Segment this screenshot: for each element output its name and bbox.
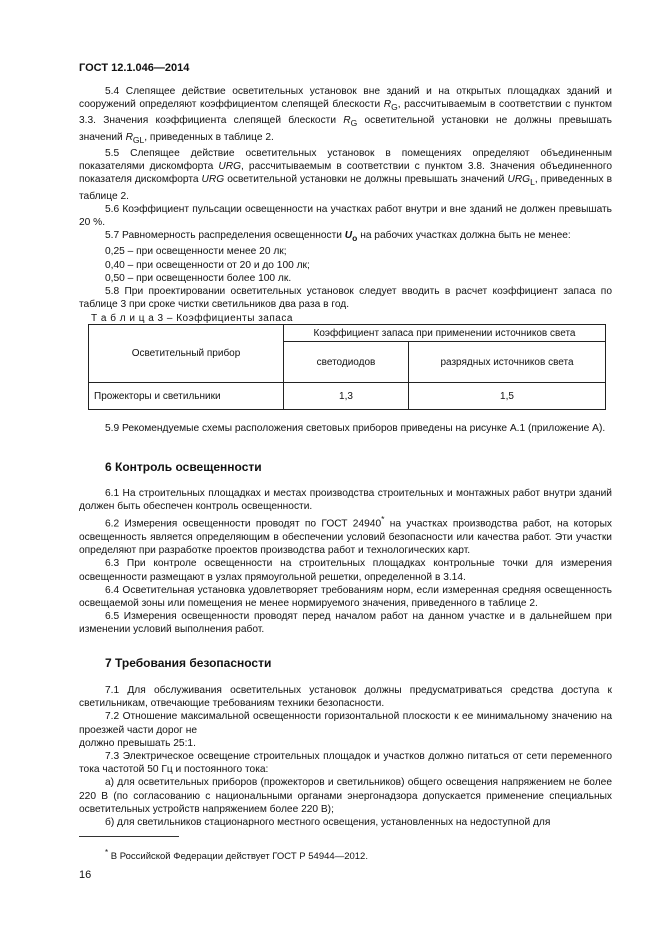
section-7-block xyxy=(79,684,612,829)
paragraph-5-8: 5.8 При проектировании осветительных установок следует вводить в расчет коэффициент запаса по таблице 3 при сроке чистки светильников два раза в год. xyxy=(79,286,612,311)
section-5-block xyxy=(79,85,612,311)
footnote-divider xyxy=(79,836,179,837)
page-number: 16 xyxy=(79,869,92,881)
paragraph-7-2-continued: должно превышать 25:1. xyxy=(79,737,196,749)
paragraph-7-2: 7.2 Отношение максимальной освещенности горизонтальной плоскости к ее минимальному значению на проезжей части дорог не xyxy=(79,711,612,736)
table-header-led: светодиодов xyxy=(284,342,409,383)
paragraph-5-6: 5.6 Коэффициент пульсации освещенности на участках работ внутри и вне зданий не должен превышать 20 %. xyxy=(79,203,612,228)
section-6-block xyxy=(79,487,612,637)
footnote: * В Российской Федерации действует ГОСТ Р 54944—2012. xyxy=(105,848,368,863)
page-header: ГОСТ 12.1.046—2014 xyxy=(79,62,190,74)
table-cell-device: Прожекторы и светильники xyxy=(89,383,284,410)
table-header-device: Осветительный прибор xyxy=(89,325,284,383)
paragraph-7-1: 7.1 Для обслуживания осветительных установок должны предусматриваться средства доступа к светильникам, отвечающие требованиям техники безопасности. xyxy=(79,685,612,710)
paragraph-5-9-block xyxy=(79,422,612,435)
paragraph-7-3-a: а) для осветительных приборов (прожекторов и светильников) общего освещения напряжением не более 220 В (по согласованию с национальными органами энергонадзора допускается применение специальных осветительных устройств напряжением более 220 В); xyxy=(79,777,612,815)
paragraph-5-4: 5.4 Слепящее действие осветительных установок вне зданий и на открытых площадках зданий и сооружений определяют коэффициентом слепящей блескости $R_G$, рассчитываемым в соответствии с пунктом 3.3. Значения коэффициента слепящей блескости $R_G$ осветительной установки не должны превышать значений $R_{GL}$, приведенных в таблице 2. xyxy=(79,86,612,145)
paragraph-5-7: 5.7 Равномерность распределения освещенности $U_o$ на рабочих участках должна быть не менее: xyxy=(105,230,571,244)
paragraph-5-9: 5.9 Рекомендуемые схемы расположения световых приборов приведены на рисунке А.1 (приложение А). xyxy=(105,423,606,434)
table-caption: Т а б л и ц а 3 – Коэффициенты запаса xyxy=(91,313,293,324)
paragraph-6-1: 6.1 На строительных площадках и местах производства строительных и монтажных работ внутри зданий должен быть обеспечен контроль освещенности. xyxy=(79,488,612,513)
table-header-group: Коэффициент запаса при применении источников света xyxy=(284,325,606,342)
paragraph-6-3: 6.3 При контроле освещенности на строительных площадках контрольные точки для измерения освещенности размещают в узлах прямоугольной решетки, определенной в 3.14. xyxy=(79,558,612,583)
paragraph-6-2: 6.2 Измерения освещенности проводят по ГОСТ 24940* на участках производства работ, на которых освещенность является определяющим в обеспечении условий безопасности или качества работ. Эти участки определяют при разработке проектов производства работ и технологических карт. xyxy=(79,514,612,557)
paragraph-6-5: 6.5 Измерения освещенности проводят перед началом работ на данном участке и в дальнейшем при изменении условий выполнения работ. xyxy=(79,611,612,636)
paragraph-5-5: 5.5 Слепящее действие осветительных установок в помещениях определяют объединенным показателями дискомфорта URG, рассчитываемым в соответствии с пунктом 3.8. Значения объединенного показателя дискомфорта URG осветительной установки не должны превышать значений $URG_L$, приведенных в таблице 2. xyxy=(79,147,612,202)
paragraph-6-4: 6.4 Осветительная установка удовлетворяет требованиям норм, если измеренная средняя освещенность освещаемой зоны или помещения не менее нормируемого значения, приведенного в таблице 2. xyxy=(79,584,612,610)
paragraph-7-3-b: б) для светильников стационарного местного освещения, установленных на недоступной для xyxy=(105,817,551,829)
section-6-title: 6 Контроль освещенности xyxy=(105,460,262,474)
paragraph-7-3: 7.3 Электрическое освещение строительных площадок и участков должно питаться от сети переменного тока частотой 50 Гц и постоянного тока: xyxy=(79,751,612,776)
list-item: 0,25 – при освещенности менее 20 лк; xyxy=(105,246,287,258)
table-cell-led: 1,3 xyxy=(284,383,409,410)
table-header-discharge: разрядных источников света xyxy=(409,342,606,383)
table-3 xyxy=(88,324,606,410)
list-item: 0,40 – при освещенности от 20 и до 100 лк; xyxy=(105,259,310,271)
list-item: 0,50 – при освещенности более 100 лк. xyxy=(105,272,292,284)
section-7-title: 7 Требования безопасности xyxy=(105,656,272,670)
table-cell-discharge: 1,5 xyxy=(409,383,606,410)
